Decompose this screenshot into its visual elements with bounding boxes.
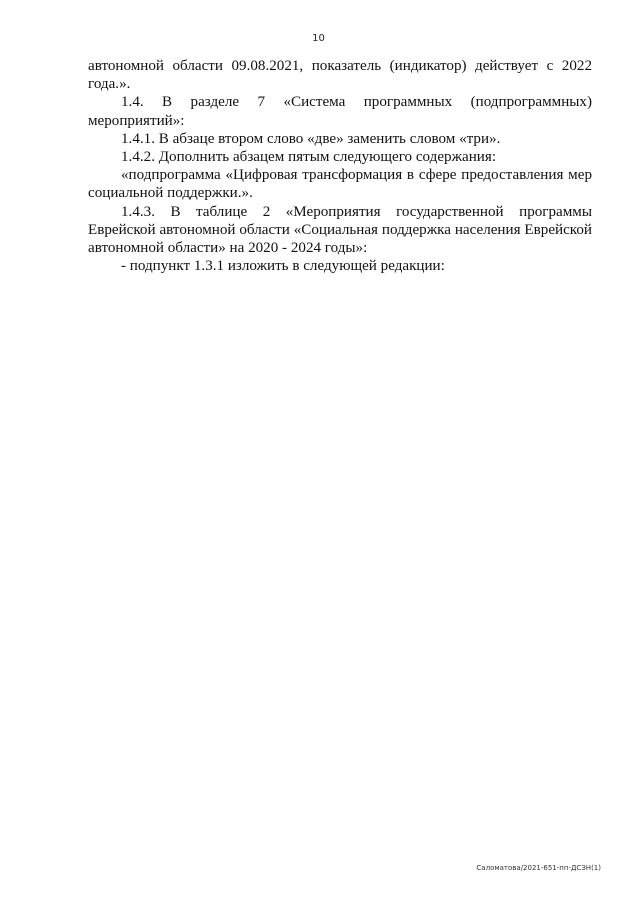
footer-document-code: Саломатова/2021-651-пп-ДСЗН(1) [476, 864, 601, 872]
paragraph-1-4: 1.4. В разделе 7 «Система программных (подпрограммных) мероприятий»: [88, 94, 592, 129]
document-body [88, 57, 592, 275]
paragraph-1-4-2: 1.4.2. Дополнить абзацем пятым следующего содержания: [121, 149, 497, 166]
paragraph-1-4-3: 1.4.3. В таблице 2 «Мероприятия государственной программы Еврейской автономной области «Социальная поддержка населения Еврейской автономной области» на 2020 - 2024 годы»: [88, 203, 592, 257]
paragraph-subitem-1-3-1: - подпункт 1.3.1 изложить в следующей редакции: [121, 258, 445, 275]
paragraph-1-4-1: 1.4.1. В абзаце втором слово «две» заменить словом «три». [121, 130, 501, 147]
paragraph-continuation: автономной области 09.08.2021, показатель (индикатор) действует с 2022 года.». [88, 58, 592, 93]
paragraph-subprogram-quote: «подпрограмма «Цифровая трансформация в сфере предоставления мер социальной поддержки.». [88, 167, 592, 202]
page-number: 10 [312, 33, 325, 44]
